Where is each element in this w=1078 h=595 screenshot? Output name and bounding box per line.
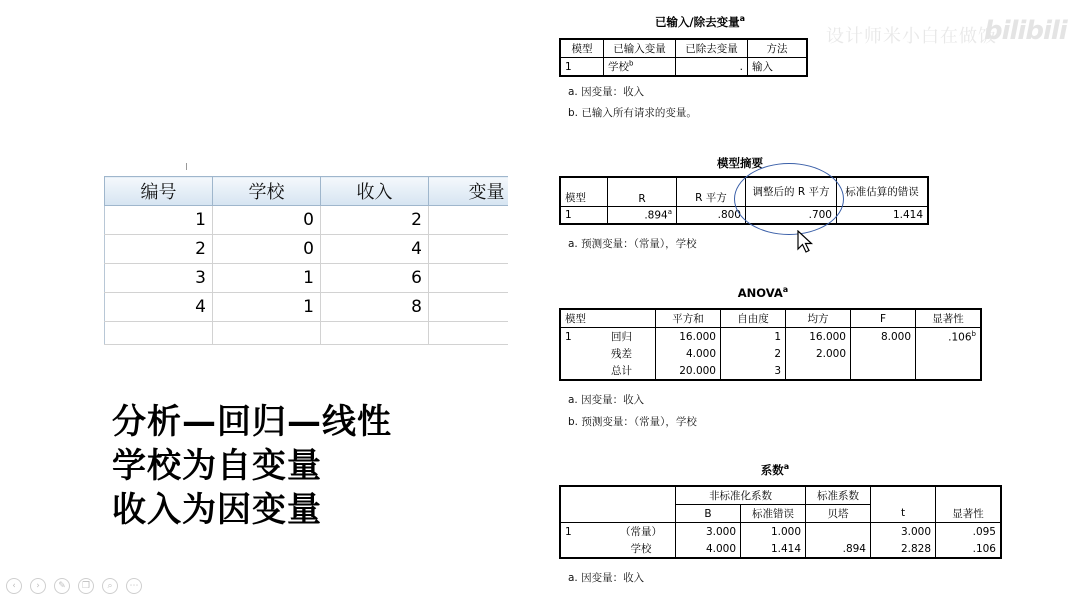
- grid-cell[interactable]: 4: [321, 235, 429, 264]
- col-header: 调整后的 R 平方: [746, 177, 837, 207]
- table-row-empty: [105, 322, 509, 345]
- column-header-id[interactable]: 编号: [105, 177, 213, 206]
- cell: 4.000: [676, 540, 741, 558]
- coefficients-title: 系数$^a$: [760, 462, 790, 477]
- cell: 20.000: [656, 362, 721, 380]
- cell: 16.000: [656, 328, 721, 346]
- model-summary-title: 模型摘要: [717, 156, 763, 170]
- caption-line: 学校为自变量: [112, 446, 322, 486]
- cell: 3.000: [676, 523, 741, 541]
- table-note: b. 已输入所有请求的变量。: [568, 107, 697, 119]
- cell: .700: [746, 207, 837, 224]
- bilibili-logo-icon: bilibili: [984, 16, 1067, 46]
- cell: .894: [806, 540, 871, 558]
- column-header-school[interactable]: 学校: [213, 177, 321, 206]
- cell: 1: [721, 328, 786, 346]
- grid-cell[interactable]: 0: [213, 206, 321, 235]
- grid-cell[interactable]: 0: [213, 235, 321, 264]
- entered-removed-title: 已输入/除去变量$^a$: [654, 14, 746, 29]
- col-header-spacer: [607, 309, 656, 328]
- col-header: 显著性: [916, 309, 982, 328]
- col-header: R: [608, 177, 677, 207]
- cell: .: [676, 58, 748, 77]
- coefficients-table: [559, 485, 1002, 559]
- grid-cell[interactable]: [321, 322, 429, 345]
- cell: 残差: [607, 345, 656, 362]
- player-zoom-icon[interactable]: ⌕: [102, 578, 118, 594]
- cell: .106: [936, 540, 1002, 558]
- cell: [916, 362, 982, 380]
- mouse-cursor-icon: [797, 230, 815, 254]
- cell: 3.000: [871, 523, 936, 541]
- grid-cell[interactable]: [213, 322, 321, 345]
- col-header: 模型: [560, 309, 607, 328]
- col-header: 模型: [560, 177, 608, 207]
- col-header: 标准估算的错误: [837, 177, 929, 207]
- col-header: t: [871, 505, 936, 523]
- player-copy-icon[interactable]: ❐: [78, 578, 94, 594]
- anova-title: ANOVA$^a$: [737, 285, 789, 300]
- grid-cell[interactable]: 2: [321, 206, 429, 235]
- col-header: 均方: [786, 309, 851, 328]
- entered-removed-table: [559, 38, 808, 77]
- table-row: [560, 345, 981, 362]
- data-view-grid[interactable]: [104, 176, 508, 346]
- grid-cell[interactable]: [429, 264, 509, 293]
- cell: （常量）: [607, 523, 676, 541]
- col-header: F: [851, 309, 916, 328]
- grid-top-tick: [186, 163, 187, 170]
- grid-cell[interactable]: 1: [213, 293, 321, 322]
- cell: .800: [677, 207, 746, 224]
- col-header: 方法: [748, 39, 808, 58]
- cell: 8.000: [851, 328, 916, 346]
- col-header: 标准错误: [741, 505, 806, 523]
- cell: 3: [721, 362, 786, 380]
- col-header: 显著性: [936, 505, 1002, 523]
- column-header-income[interactable]: 收入: [321, 177, 429, 206]
- cell: 1.000: [741, 523, 806, 541]
- player-controls: [6, 578, 142, 594]
- player-edit-icon[interactable]: ✎: [54, 578, 70, 594]
- col-header: 已输入变量: [604, 39, 676, 58]
- table-note: a. 因变量：收入: [568, 86, 645, 98]
- cell: [786, 362, 851, 380]
- grid-cell[interactable]: [429, 206, 509, 235]
- col-header: 已除去变量: [676, 39, 748, 58]
- cell: 1.414: [741, 540, 806, 558]
- table-header-row: [560, 309, 981, 328]
- cell: 回归: [607, 328, 656, 346]
- cell: [560, 540, 607, 558]
- cell: [560, 362, 607, 380]
- anova-table: [559, 308, 982, 381]
- cell: [851, 362, 916, 380]
- col-header: 平方和: [656, 309, 721, 328]
- cell: 1: [560, 58, 604, 77]
- col-group-header: 非标准化系数: [676, 486, 806, 505]
- grid-cell[interactable]: 6: [321, 264, 429, 293]
- cell: 总计: [607, 362, 656, 380]
- table-row: [105, 235, 509, 264]
- table-note: a. 因变量：收入: [568, 394, 645, 406]
- cell: 16.000: [786, 328, 851, 346]
- grid-cell[interactable]: 3: [105, 264, 213, 293]
- cell: .106$^b$: [916, 328, 982, 346]
- table-row: [560, 523, 1001, 541]
- cell: 2: [721, 345, 786, 362]
- cell: [851, 345, 916, 362]
- column-header-var[interactable]: 变量: [429, 177, 509, 206]
- grid-cell[interactable]: 2: [105, 235, 213, 264]
- table-note: a. 预测变量：（常量），学校: [568, 238, 697, 250]
- player-more-icon[interactable]: ⋯: [126, 578, 142, 594]
- table-row: [105, 206, 509, 235]
- player-next-icon[interactable]: ›: [30, 578, 46, 594]
- table-header-group-row: [560, 486, 1001, 505]
- col-header-spacer: [871, 486, 936, 505]
- col-header-spacer: [607, 486, 676, 523]
- table-note: a. 因变量：收入: [568, 572, 645, 584]
- col-header: 自由度: [721, 309, 786, 328]
- col-header-model-spacer: [560, 486, 607, 523]
- cell: .095: [936, 523, 1002, 541]
- watermark-text: 设计师米小白在做饭: [826, 26, 997, 47]
- table-row: [560, 58, 807, 77]
- cell: [806, 523, 871, 541]
- grid-cell[interactable]: 4: [105, 293, 213, 322]
- col-header: 贝塔: [806, 505, 871, 523]
- cell: 2.000: [786, 345, 851, 362]
- cell: 2.828: [871, 540, 936, 558]
- grid-header-row: [105, 177, 509, 206]
- table-row: [560, 328, 981, 346]
- table-row: [105, 264, 509, 293]
- player-prev-icon[interactable]: ‹: [6, 578, 22, 594]
- caption-line: 分析—回归—线性: [112, 402, 392, 442]
- cell: .894$^a$: [608, 207, 677, 224]
- cell: 学校$^b$: [604, 58, 676, 77]
- table-row: [560, 362, 981, 380]
- cell: 1: [560, 523, 607, 541]
- cell: 1: [560, 207, 608, 224]
- grid-cell[interactable]: [429, 235, 509, 264]
- col-group-header: 标准系数: [806, 486, 871, 505]
- cell: [916, 345, 982, 362]
- cell: 1: [560, 328, 607, 346]
- cell: 输入: [748, 58, 808, 77]
- grid-cell[interactable]: 8: [321, 293, 429, 322]
- table-row: [560, 540, 1001, 558]
- col-header: R 平方: [677, 177, 746, 207]
- grid-cell[interactable]: [105, 322, 213, 345]
- grid-cell[interactable]: [429, 293, 509, 322]
- table-row: [105, 293, 509, 322]
- col-header: 模型: [560, 39, 604, 58]
- grid-cell[interactable]: 1: [213, 264, 321, 293]
- grid-cell[interactable]: 1: [105, 206, 213, 235]
- cell: 1.414: [837, 207, 929, 224]
- table-header-row: [560, 39, 807, 58]
- cell: [560, 345, 607, 362]
- caption-line: 收入为因变量: [112, 490, 322, 530]
- table-note: b. 预测变量：（常量），学校: [568, 416, 697, 428]
- annotation-ellipse: [734, 163, 844, 235]
- col-header-spacer: [936, 486, 1002, 505]
- slide-caption: [112, 400, 392, 532]
- grid-cell[interactable]: [429, 322, 509, 345]
- cell: 4.000: [656, 345, 721, 362]
- col-header: B: [676, 505, 741, 523]
- cell: 学校: [607, 540, 676, 558]
